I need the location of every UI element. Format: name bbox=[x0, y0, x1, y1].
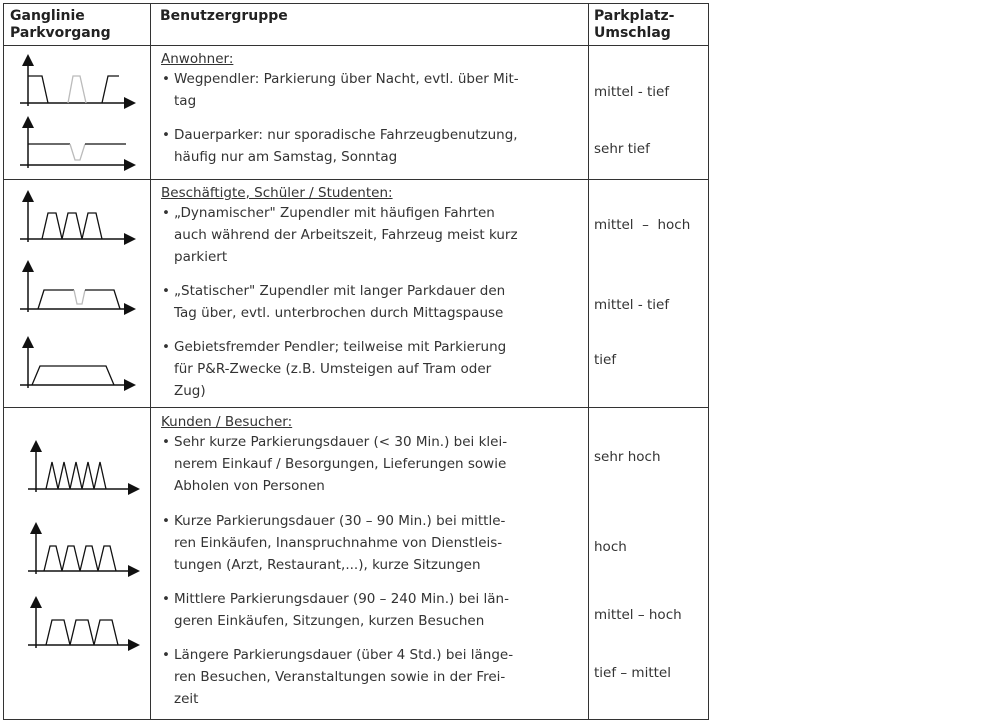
list-item: • Wegpendler: Parkierung über Nacht, evtl. über Mit- tag bbox=[162, 71, 519, 109]
list-item: • Sehr kurze Parkierungsdauer (< 30 Min.) bei klei- nerem Einkauf / Besorgungen, Lieferungen sowie Abholen von Personen bbox=[162, 434, 508, 494]
header-divider bbox=[4, 45, 708, 46]
rating-value: sehr tief bbox=[594, 141, 650, 157]
ganglinie-mittel-icon bbox=[14, 596, 134, 656]
list-item: • „Statischer" Zupendler mit langer Parkdauer den Tag über, evtl. unterbrochen durch Mittagspause bbox=[162, 283, 506, 321]
header-ganglinie: Ganglinie Parkvorgang bbox=[10, 8, 111, 41]
header-benutzergruppe: Benutzergruppe bbox=[160, 8, 288, 24]
list-item: • Mittlere Parkierungsdauer (90 – 240 Min.) bei län- geren Einkäufen, Sitzungen, kurzen Besuchen bbox=[162, 591, 509, 629]
ganglinie-dauerparker-icon bbox=[14, 116, 134, 176]
list-item: • Kurze Parkierungsdauer (30 – 90 Min.) bei mittle- ren Einkäufen, Inanspruchnahme von Dienstleis- tungen (Arzt, Restaurant,...), kurze Sitzungen bbox=[162, 513, 506, 573]
rating-value: mittel - tief bbox=[594, 297, 670, 313]
rating-value: mittel – hoch bbox=[594, 217, 691, 233]
list-item: • „Dynamischer" Zupendler mit häufigen Fahrten auch während der Arbeitszeit, Fahrzeug meist kurz parkiert bbox=[162, 205, 518, 265]
list-item: • Dauerparker: nur sporadische Fahrzeugbenutzung, häufig nur am Samstag, Sonntag bbox=[162, 127, 518, 165]
rating-value: tief bbox=[594, 352, 617, 368]
rating-value: hoch bbox=[594, 539, 627, 555]
rating-value: mittel - tief bbox=[594, 84, 670, 100]
ganglinie-gebietsfremder-icon bbox=[14, 336, 134, 396]
ganglinie-dynamischer-icon bbox=[14, 190, 134, 250]
header-umschlag: Parkplatz- Umschlag bbox=[594, 8, 675, 41]
ganglinie-sehr-kurz-icon bbox=[14, 440, 134, 500]
row-divider bbox=[4, 179, 708, 180]
ganglinie-wegpendler-icon bbox=[14, 54, 134, 114]
rating-value: sehr hoch bbox=[594, 449, 661, 465]
ganglinie-kurz-icon bbox=[14, 522, 134, 582]
section-title-kunden: Kunden / Besucher: bbox=[161, 414, 293, 430]
rating-value: mittel – hoch bbox=[594, 607, 682, 623]
list-item: • Gebietsfremder Pendler; teilweise mit Parkierung für P&R-Zwecke (z.B. Umsteigen auf Tram oder Zug) bbox=[162, 339, 507, 399]
column-divider bbox=[150, 4, 151, 719]
section-title-anwohner: Anwohner: bbox=[161, 51, 234, 67]
row-divider bbox=[4, 407, 708, 408]
section-title-beschaeftigte: Beschäftigte, Schüler / Studenten: bbox=[161, 185, 393, 201]
rating-value: tief – mittel bbox=[594, 665, 671, 681]
ganglinie-statischer-icon bbox=[14, 260, 134, 320]
parking-table bbox=[3, 3, 709, 720]
list-item: • Längere Parkierungsdauer (über 4 Std.) bei länge- ren Besuchen, Veranstaltungen sowie in der Frei- zeit bbox=[162, 647, 514, 707]
